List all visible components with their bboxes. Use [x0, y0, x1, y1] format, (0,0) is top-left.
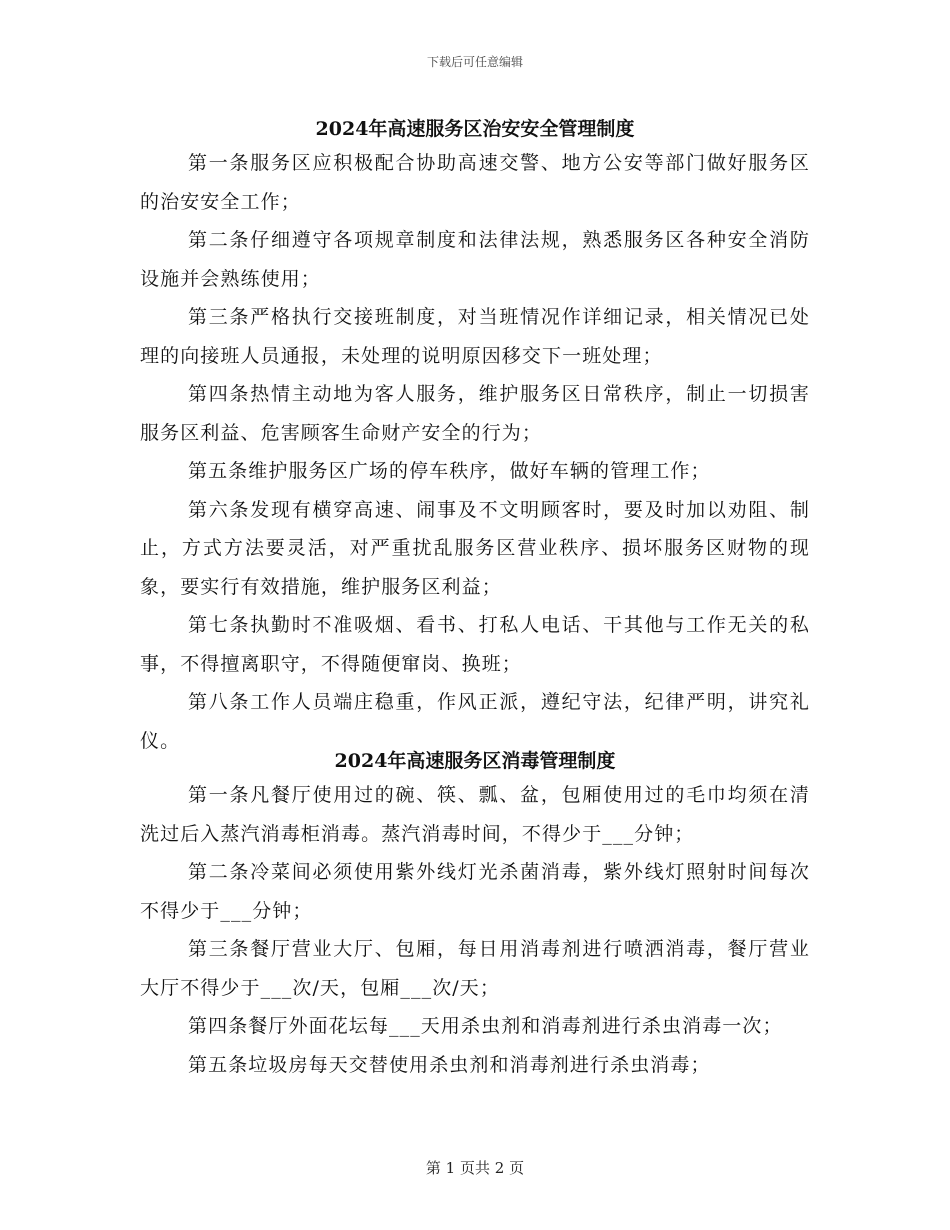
article-paragraph: 第二条冷菜间必须使用紫外线灯光杀菌消毒，紫外线灯照射时间每次不得少于___分钟； [140, 861, 810, 922]
section-body-disinfection [140, 776, 810, 1084]
section-title-disinfection: 2024年高速服务区消毒管理制度 [334, 750, 616, 772]
article-paragraph: 第三条严格执行交接班制度，对当班情况作详细记录，相关情况已处理的向接班人员通报，未处理的说明原因移交下一班处理； [140, 306, 810, 367]
article-paragraph: 第一条服务区应积极配合协助高速交警、地方公安等部门做好服务区的治安安全工作； [140, 152, 810, 213]
article-paragraph: 第八条工作人员端庄稳重，作风正派，遵纪守法，纪律严明，讲究礼仪。 [140, 691, 810, 752]
article-paragraph: 第四条餐厅外面花坛每___天用杀虫剂和消毒剂进行杀虫消毒一次； [188, 1015, 783, 1037]
article-paragraph: 第二条仔细遵守各项规章制度和法律法规，熟悉服务区各种安全消防设施并会熟练使用； [140, 229, 810, 290]
section-body-security [140, 144, 810, 760]
section-title-security: 2024年高速服务区治安安全管理制度 [315, 118, 635, 140]
page-number: 第 1 页共 2 页 [425, 1159, 525, 1177]
article-paragraph: 第六条发现有横穿高速、闹事及不文明顾客时，要及时加以劝阻、制止，方式方法要灵活，对严重扰乱服务区营业秩序、损坏服务区财物的现象，要实行有效措施，维护服务区利益； [140, 498, 810, 598]
article-paragraph: 第四条热情主动地为客人服务，维护服务区日常秩序，制止一切损害服务区利益、危害顾客生命财产安全的行为； [140, 383, 810, 444]
article-paragraph: 第五条维护服务区广场的停车秩序，做好车辆的管理工作； [188, 460, 711, 482]
article-paragraph: 第三条餐厅营业大厅、包厢，每日用消毒剂进行喷洒消毒，餐厅营业大厅不得少于___次/天，包厢___次/天； [140, 938, 810, 999]
article-paragraph: 第五条垃圾房每天交替使用杀虫剂和消毒剂进行杀虫消毒； [188, 1053, 711, 1076]
article-paragraph: 第一条凡餐厅使用过的碗、筷、瓢、盆，包厢使用过的毛巾均须在清洗过后入蒸汽消毒柜消毒。蒸汽消毒时间，不得少于___分钟； [140, 784, 810, 845]
header-note: 下载后可任意编辑 [426, 55, 523, 69]
article-paragraph: 第七条执勤时不准吸烟、看书、打私人电话、干其他与工作无关的私事，不得擅离职守，不得随便窜岗、换班； [140, 614, 810, 675]
